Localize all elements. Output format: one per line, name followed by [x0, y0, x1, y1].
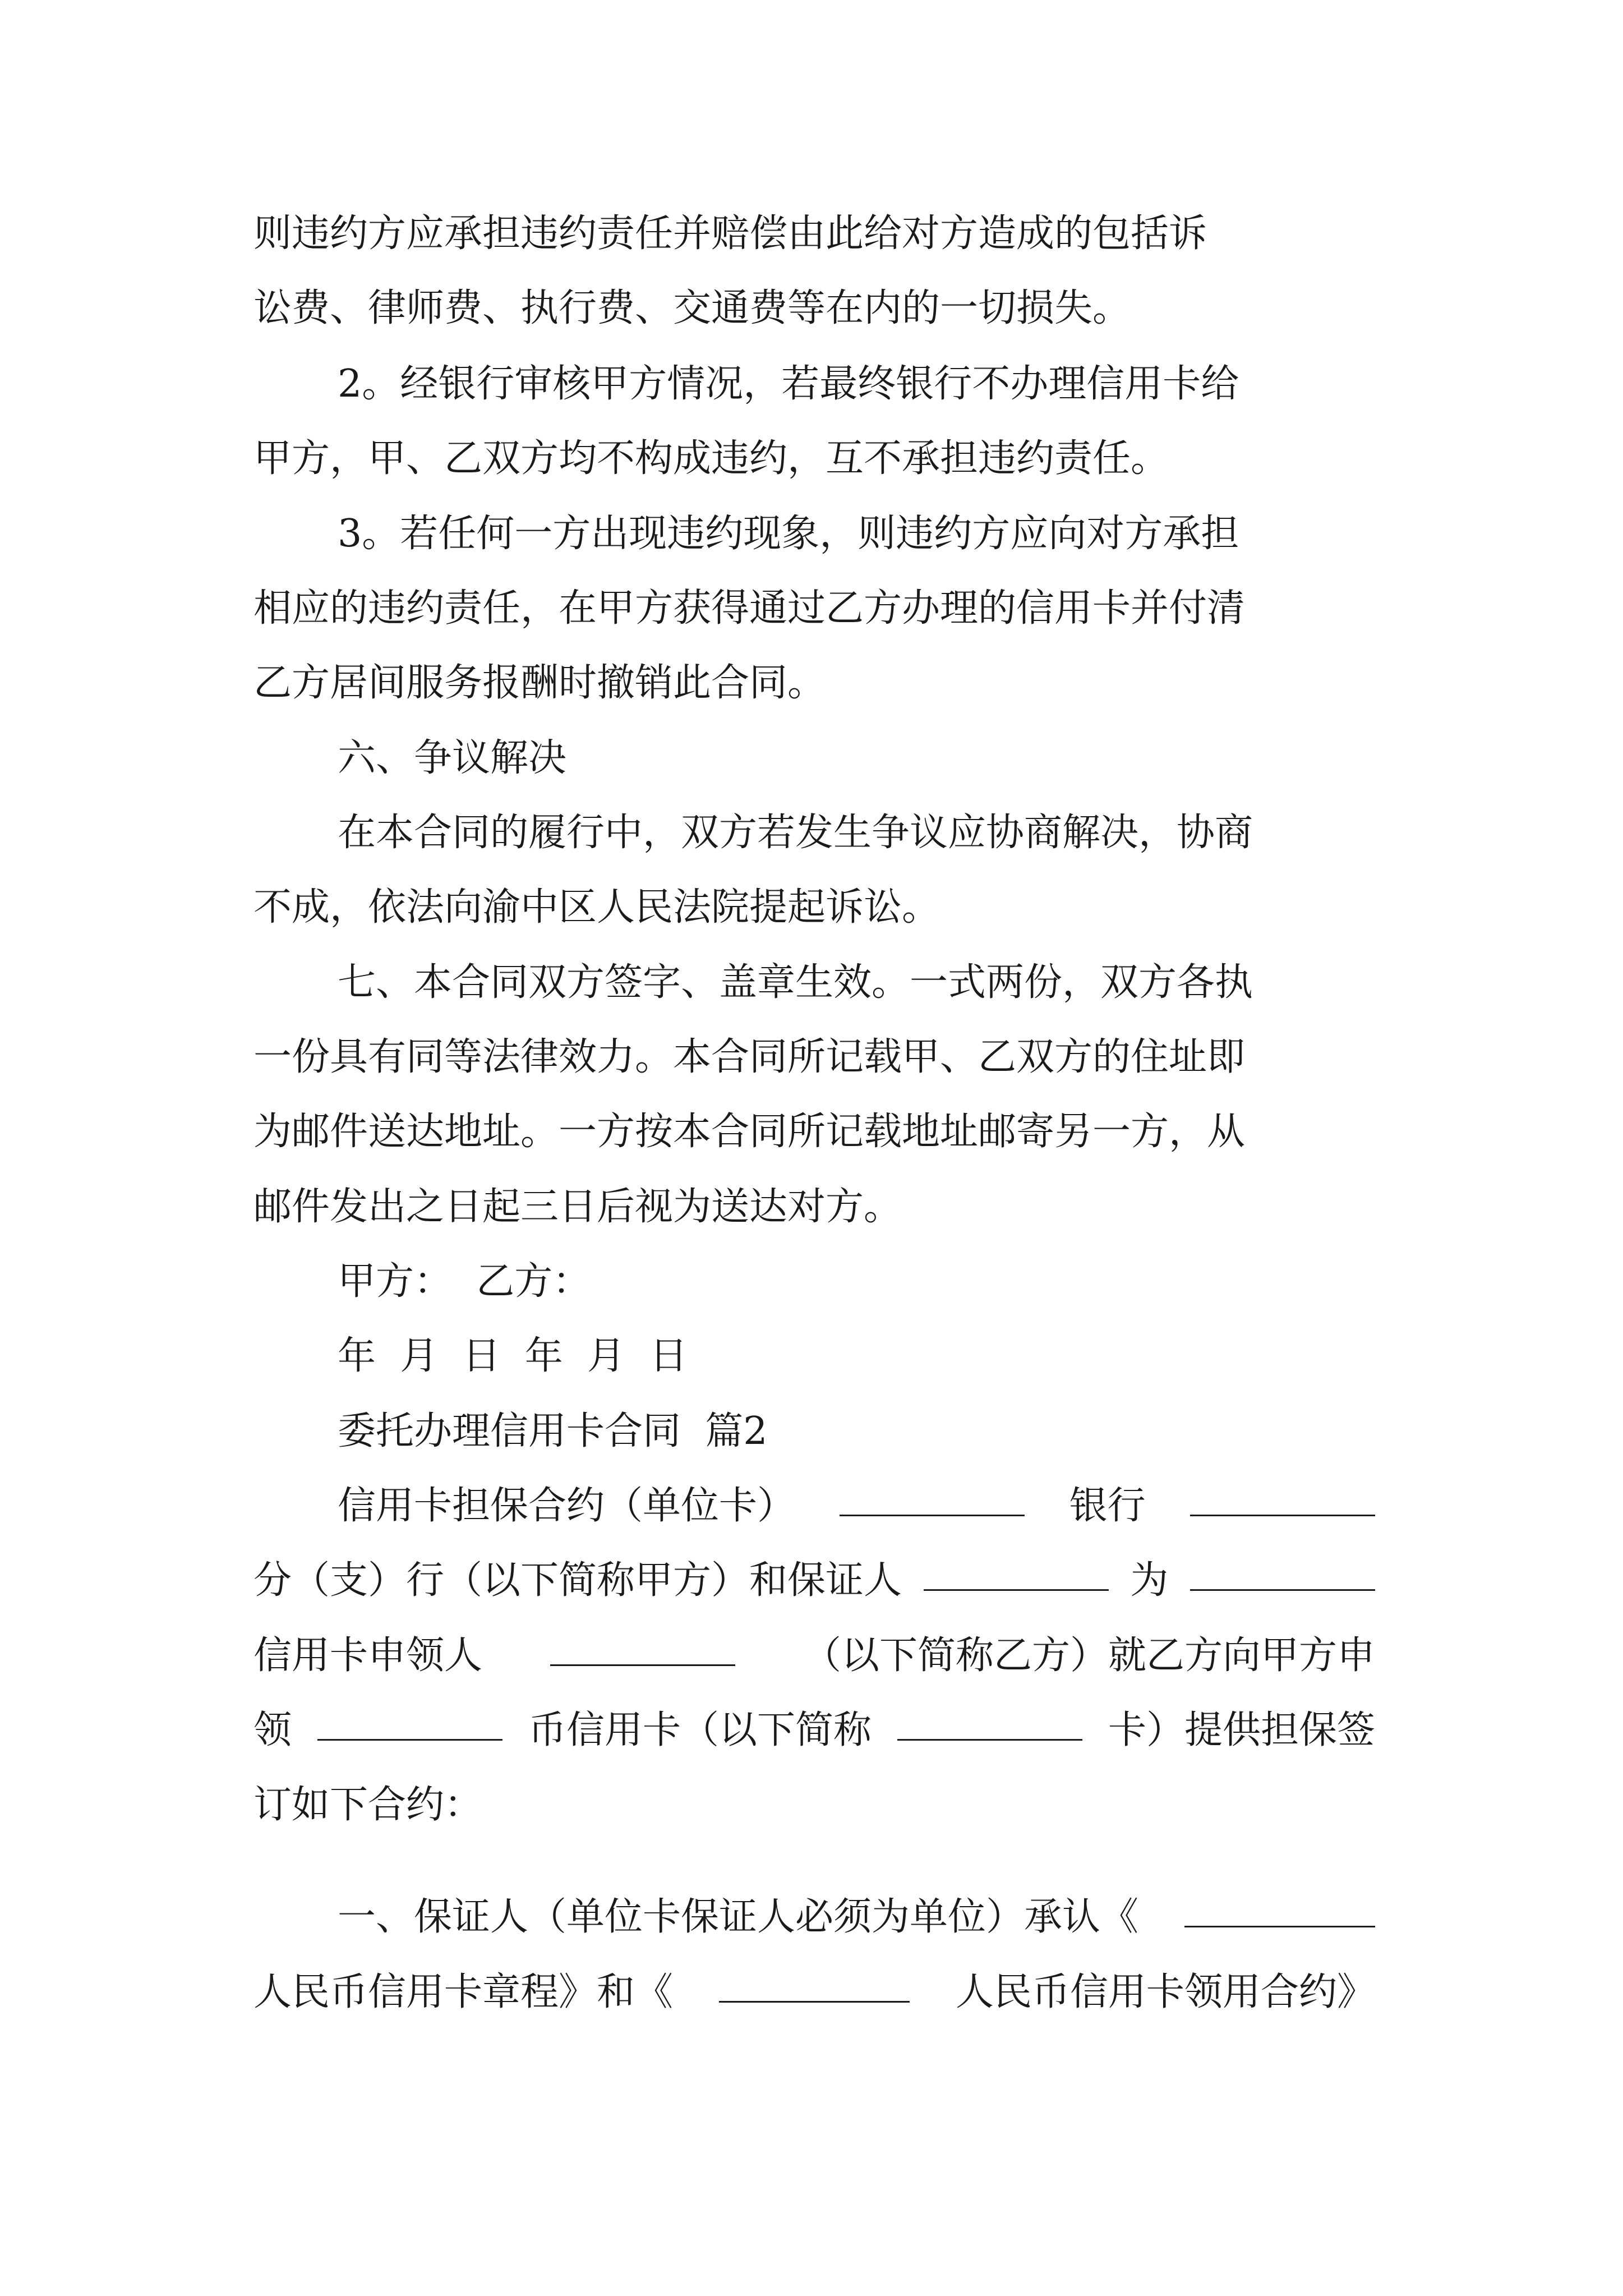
paragraph-line: 甲方，甲、乙双方均不构成违约，互不承担违约责任。	[253, 436, 1169, 481]
section-heading: 六、争议解决	[338, 736, 567, 780]
blank-field	[719, 1967, 910, 2003]
paragraph-line: 乙方居间服务报酬时撤销此合同。	[253, 661, 826, 705]
contract-intro-line	[253, 1556, 1375, 1606]
paragraph-line: 订如下合约：	[253, 1783, 483, 1827]
blank-field	[1190, 1481, 1375, 1516]
text-segment: 为	[1130, 1558, 1169, 1603]
text-segment: 币信用卡（以下简称	[528, 1708, 872, 1752]
signature-dates: 年 月 日 年 月 日	[338, 1334, 688, 1378]
blank-field	[1184, 1892, 1375, 1927]
clause-1-line	[253, 1967, 1375, 2018]
text-segment: 领	[253, 1708, 292, 1752]
text-segment: 卡）提供担保签	[1108, 1708, 1375, 1752]
text-segment: 信用卡申领人	[253, 1634, 483, 1678]
text-segment: 分（支）行（以下简称甲方）和保证人	[253, 1558, 902, 1603]
text-segment: （以下简称乙方）就乙方向甲方申	[803, 1634, 1375, 1678]
signature-parties: 甲方： 乙方：	[338, 1259, 591, 1304]
paragraph-line: 讼费、律师费、执行费、交通费等在内的一切损失。	[253, 286, 1131, 330]
blank-field	[317, 1705, 502, 1741]
contract-intro-line	[338, 1481, 1375, 1531]
blank-field	[550, 1631, 735, 1666]
contract-intro-line	[253, 1705, 1375, 1756]
contract-intro-line	[253, 1631, 1375, 1681]
clause-2-line: 2。经银行审核甲方情况，若最终银行不办理信用卡给	[338, 362, 1239, 406]
paragraph-line: 一份具有同等法律效力。本合同所记载甲、乙双方的住址即	[253, 1035, 1246, 1079]
paragraph-line: 不成，依法向渝中区人民法院提起诉讼。	[253, 885, 940, 930]
blank-field	[1190, 1556, 1375, 1591]
text-segment: 一、保证人（单位卡保证人必须为单位）承认《	[338, 1895, 1139, 1939]
text-segment: 人民币信用卡章程》和《	[253, 1970, 674, 2014]
section-heading: 七、本合同双方签字、盖章生效。一式两份，双方各执	[338, 960, 1253, 1005]
paragraph-line: 则违约方应承担违约责任并赔偿由此给对方造成的包括诉	[253, 211, 1207, 256]
text-segment: 人民币信用卡领用合约》	[955, 1970, 1375, 2014]
paragraph-line: 邮件发出之日起三日后视为送达对方。	[253, 1185, 902, 1229]
paragraph-line: 相应的违约责任，在甲方获得通过乙方办理的信用卡并付清	[253, 586, 1246, 631]
blank-field	[924, 1556, 1109, 1591]
paragraph-line: 在本合同的履行中，双方若发生争议应协商解决，协商	[338, 811, 1253, 855]
paragraph-line: 为邮件送达地址。一方按本合同所记载地址邮寄另一方，从	[253, 1110, 1246, 1154]
clause-1-line	[338, 1892, 1375, 1943]
text-segment: 信用卡担保合约（单位卡）	[338, 1484, 796, 1528]
clause-3-line: 3。若任何一方出现违约现象，则违约方应向对方承担	[338, 512, 1239, 556]
contract-title: 委托办理信用卡合同 篇2	[338, 1409, 768, 1453]
blank-field	[897, 1705, 1082, 1741]
blank-field	[840, 1481, 1025, 1516]
text-segment: 银行	[1069, 1484, 1146, 1528]
